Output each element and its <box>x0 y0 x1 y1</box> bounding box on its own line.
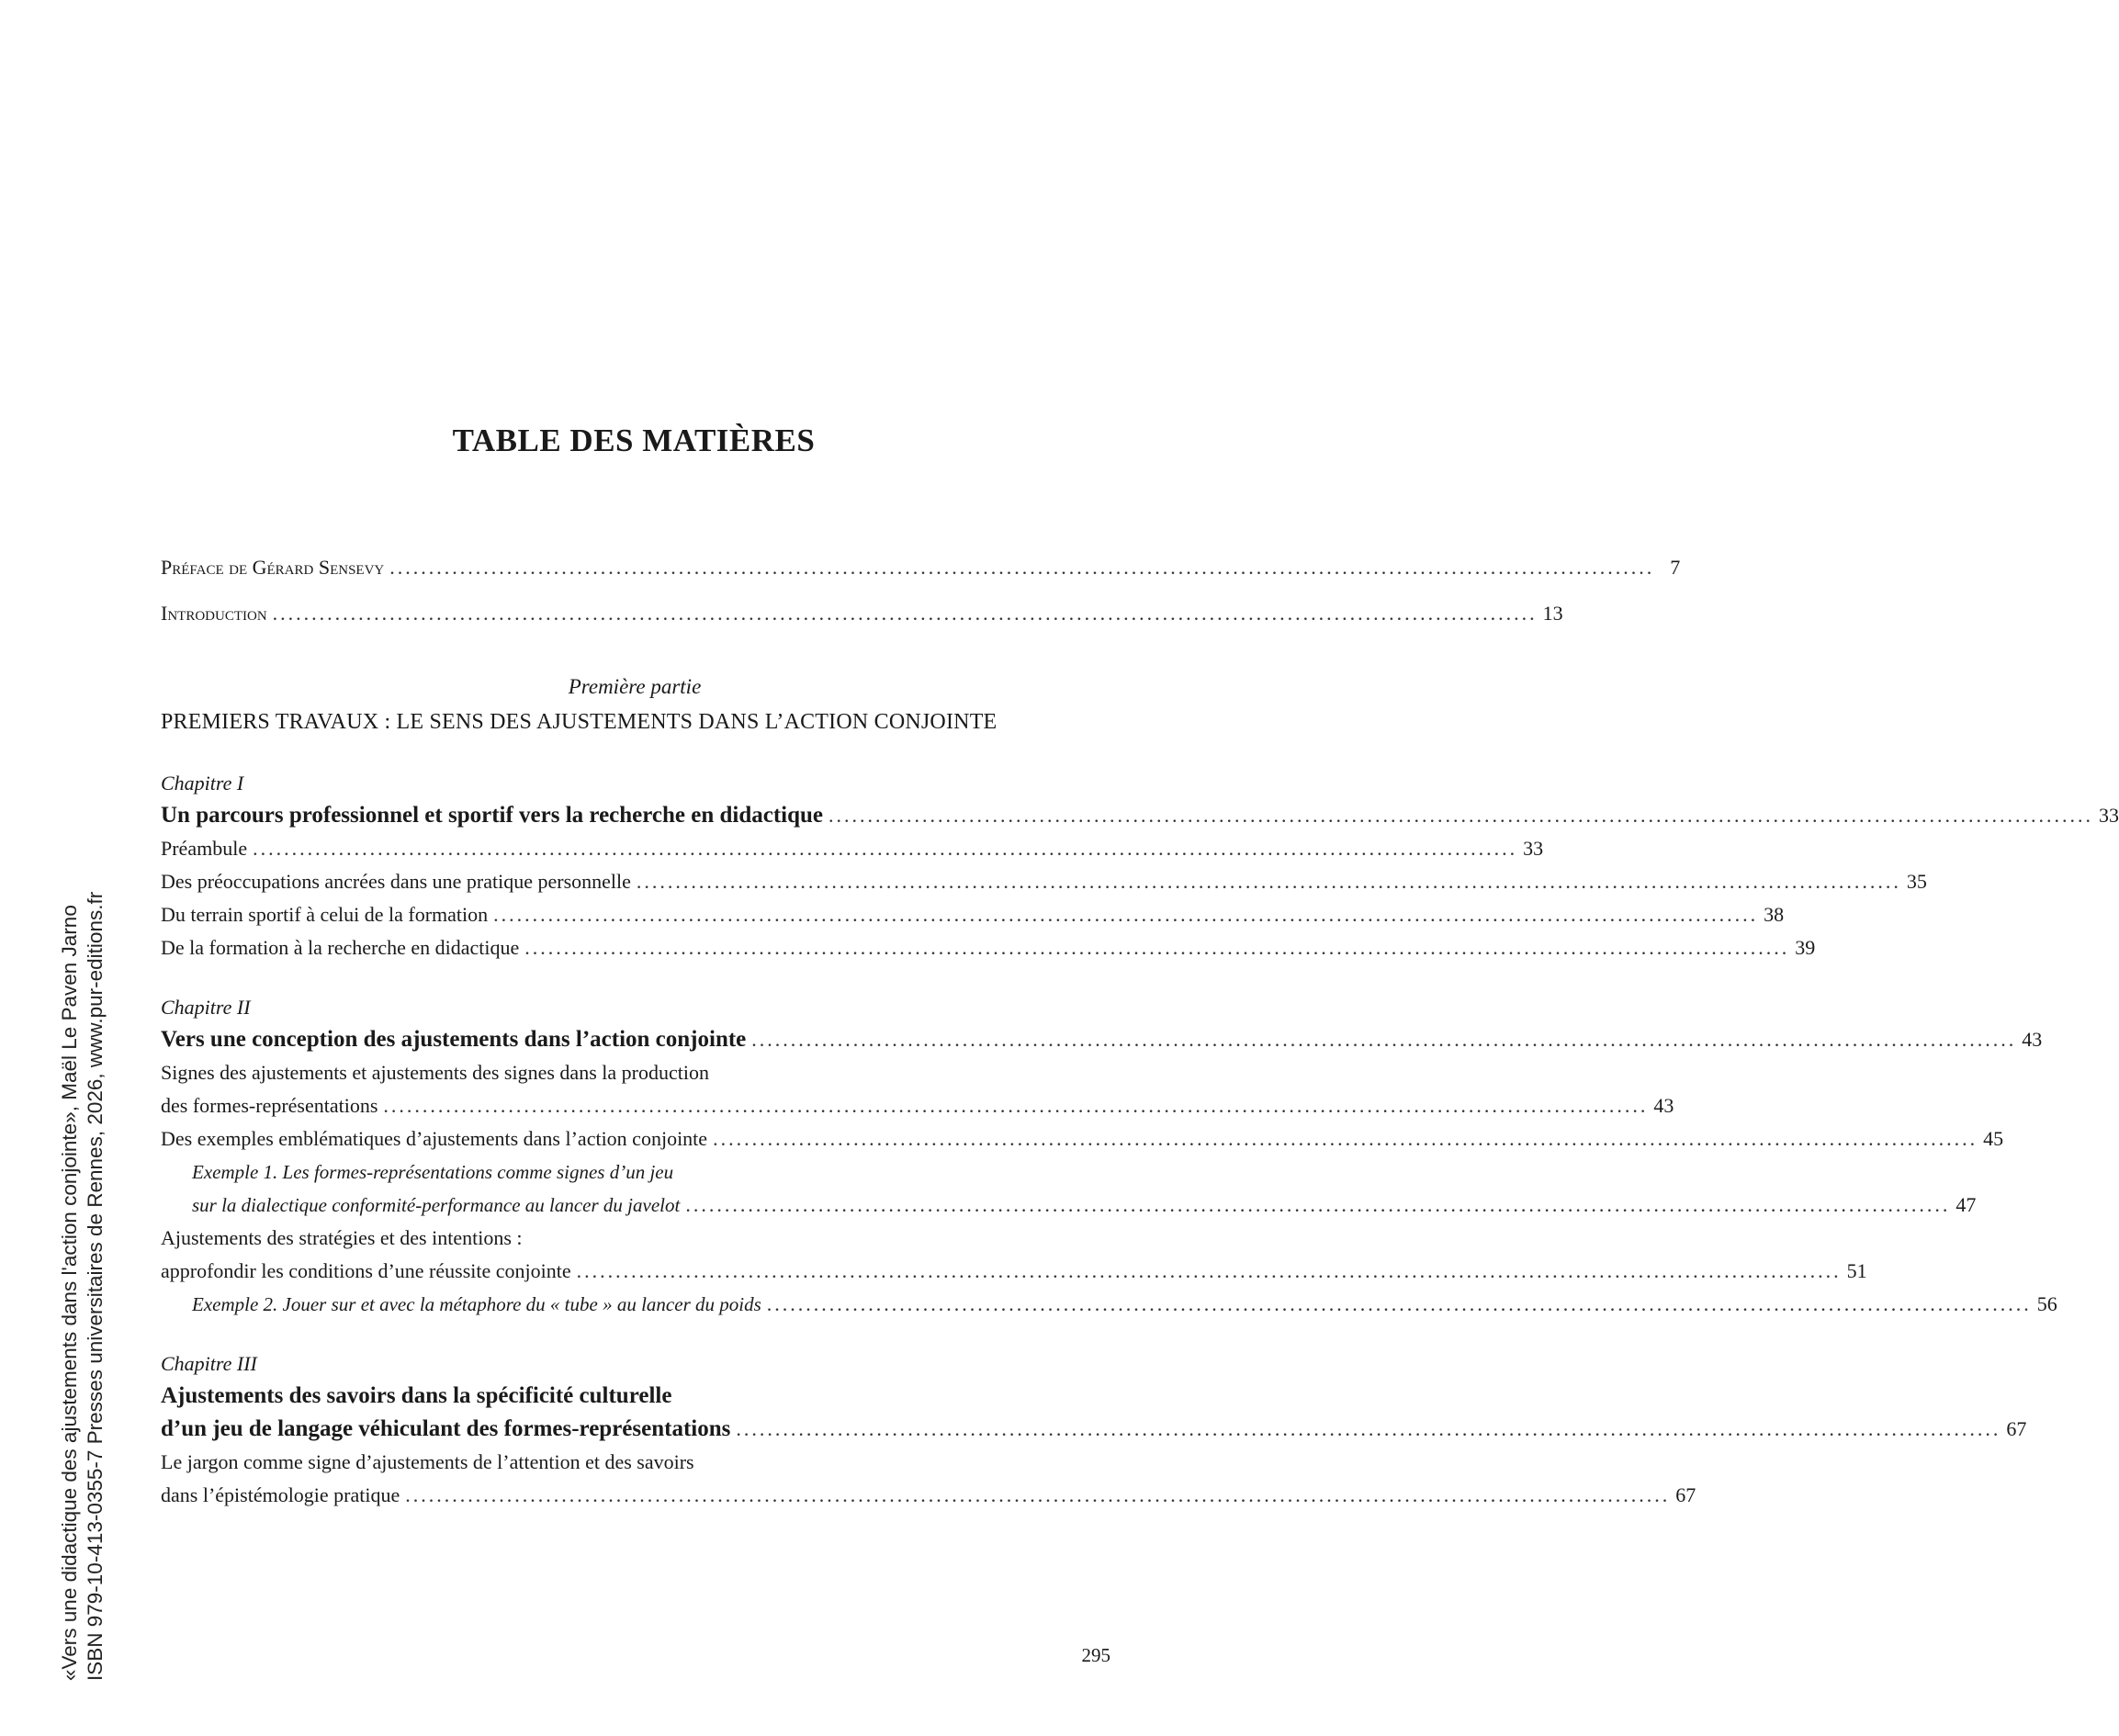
toc-entry-page: 33 <box>1523 837 1544 860</box>
toc-entry-page: 7 <box>1670 556 1681 579</box>
chapter-label: Chapitre II <box>161 996 251 1019</box>
chapter-label: Chapitre III <box>161 1352 257 1375</box>
toc-entry-page: 43 <box>1653 1094 1674 1117</box>
toc-entry[interactable] <box>161 1479 1696 1512</box>
part-label: Première partie <box>568 675 702 698</box>
sidebar-line: ISBN 979-10-413-0355-7 Presses universitaires de Rennes, 2026, www.pur-editions.fr <box>84 891 107 1681</box>
dot-leader: .................................................................................................................................................................. <box>493 903 1759 926</box>
toc-entry-page: 39 <box>1795 936 1816 959</box>
toc-example-label-line: Exemple 1. Les formes-représentations comme signes d’un jeu <box>192 1161 674 1183</box>
toc-entry-introduction[interactable] <box>161 597 1563 630</box>
toc-entry-label: Des préoccupations ancrées dans une pratique personnelle <box>161 870 631 893</box>
table-of-contents <box>161 551 2119 1512</box>
toc-entry-page: 43 <box>2022 1028 2043 1051</box>
dot-leader: .................................................................................................................................................................. <box>576 1259 1842 1282</box>
copyright-sidebar <box>57 762 108 1681</box>
toc-entry-label-line: Signes des ajustements et ajustements des signes dans la production <box>161 1061 709 1084</box>
dot-leader: .................................................................................................................................................................. <box>272 602 1538 625</box>
toc-entry[interactable] <box>161 832 1544 865</box>
dot-leader: .................................................................................................................................................................. <box>713 1127 1978 1150</box>
toc-entry-page: 47 <box>1956 1193 1977 1216</box>
dot-leader: .................................................................................................................................................................. <box>524 936 1790 959</box>
dot-leader: .................................................................................................................................................................. <box>751 1028 2017 1051</box>
chapter-label: Chapitre I <box>161 772 244 795</box>
chapter-title: Un parcours professionnel et sportif vers la recherche en didactique <box>161 803 824 828</box>
toc-chapter-title[interactable] <box>161 799 2119 832</box>
dot-leader: .................................................................................................................................................................. <box>389 556 1655 579</box>
dot-leader: .................................................................................................................................................................. <box>405 1483 1671 1506</box>
toc-entry-label: dans l’épistémologie pratique <box>161 1483 400 1506</box>
page-number: 295 <box>1081 1644 1110 1666</box>
toc-entry-label: De la formation à la recherche en didactique <box>161 936 520 959</box>
page-title: TABLE DES MATIÈRES <box>452 423 816 458</box>
toc-entry-page: 67 <box>2006 1417 2027 1440</box>
dot-leader: .................................................................................................................................................................. <box>766 1292 2032 1315</box>
dot-leader: .................................................................................................................................................................. <box>253 837 1518 860</box>
toc-entry-page: 45 <box>1983 1127 2004 1150</box>
dot-leader: .................................................................................................................................................................. <box>383 1094 1649 1117</box>
toc-entry-label-line: Le jargon comme signe d’ajustements de l’attention et des savoirs <box>161 1450 694 1473</box>
toc-entry[interactable] <box>161 931 1816 964</box>
dot-leader: .................................................................................................................................................................. <box>685 1193 1951 1216</box>
toc-entry[interactable] <box>161 1255 1867 1288</box>
chapter-title-line: Ajustements des savoirs dans la spécificité culturelle <box>161 1383 672 1408</box>
sidebar-line: «Vers une didactique des ajustements dans l'action conjointe», Maël Le Paven Jarno <box>58 905 81 1681</box>
toc-entry-page: 35 <box>1906 870 1927 893</box>
dot-leader: .................................................................................................................................................................. <box>828 804 2094 827</box>
toc-entry-page: 56 <box>2036 1292 2057 1315</box>
dot-leader: .................................................................................................................................................................. <box>636 870 1901 893</box>
part-title: PREMIERS TRAVAUX : LE SENS DES AJUSTEMENTS DANS L’ACTION CONJOINTE <box>161 710 998 734</box>
toc-entry-page: 38 <box>1764 903 1785 926</box>
toc-example-entry[interactable] <box>161 1288 2057 1321</box>
toc-example-entry[interactable] <box>161 1189 1977 1222</box>
toc-entry-page: 67 <box>1675 1483 1696 1506</box>
toc-entry[interactable] <box>161 1089 1674 1122</box>
toc-entry-label: approfondir les conditions d’une réussite conjointe <box>161 1259 571 1282</box>
toc-chapter-title[interactable] <box>161 1413 2027 1446</box>
toc-entry-label: Des exemples emblématiques d’ajustements dans l’action conjointe <box>161 1127 708 1150</box>
chapter-title: Vers une conception des ajustements dans l’action conjointe <box>161 1027 747 1052</box>
toc-entry-page: 51 <box>1846 1259 1867 1282</box>
toc-entry-preface[interactable] <box>161 551 1681 584</box>
toc-entry[interactable] <box>161 865 1927 898</box>
toc-entry-label: des formes-représentations <box>161 1094 378 1117</box>
toc-entry-label-line: Ajustements des stratégies et des intentions : <box>161 1226 523 1249</box>
toc-entry-page: 33 <box>2099 804 2119 827</box>
dot-leader: .................................................................................................................................................................. <box>736 1417 2001 1440</box>
toc-entry[interactable] <box>161 898 1785 931</box>
toc-entry-label: Du terrain sportif à celui de la formation <box>161 903 489 926</box>
toc-entry[interactable] <box>161 1122 2004 1155</box>
toc-entry-label: Introduction <box>161 602 267 625</box>
toc-entry-label: sur la dialectique conformité-performance au lancer du javelot <box>192 1194 681 1216</box>
toc-entry-label: Préambule <box>161 837 248 860</box>
toc-entry-label: Exemple 2. Jouer sur et avec la métaphore du « tube » au lancer du poids <box>192 1293 761 1315</box>
chapter-title: d’un jeu de langage véhiculant des formes-représentations <box>161 1416 731 1441</box>
toc-entry-page: 13 <box>1542 602 1563 625</box>
toc-chapter-title[interactable] <box>161 1023 2043 1056</box>
toc-entry-label: Préface de Gérard Sensevy <box>161 556 385 579</box>
